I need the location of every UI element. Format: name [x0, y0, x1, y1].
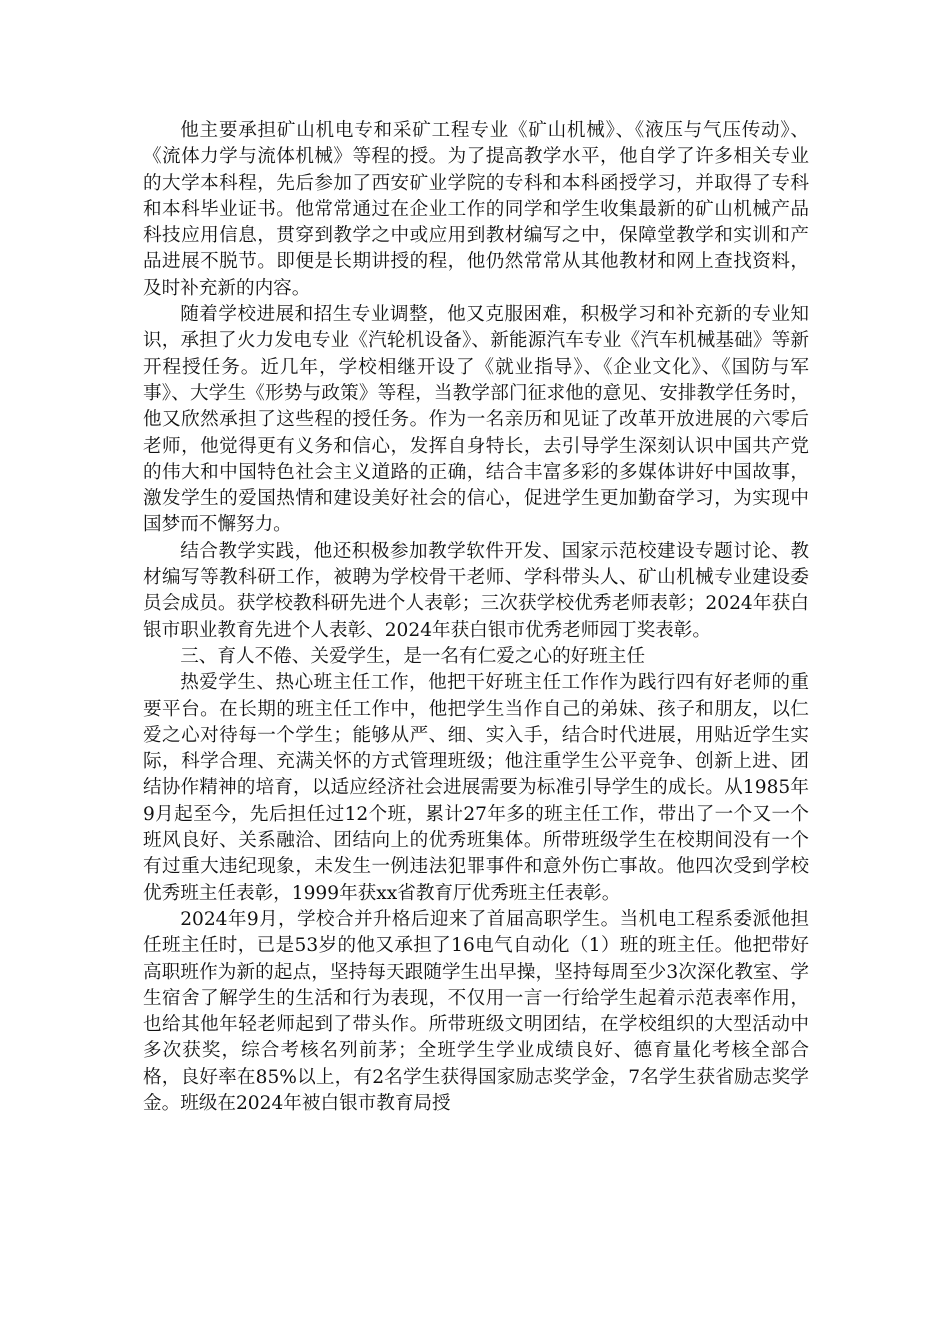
section-heading: 三、育人不倦、关爱学生，是一名有仁爱之心的好班主任 [180, 645, 646, 667]
paragraph-research-honors: 结合教学实践，他还积极参加教学软件开发、国家示范校建设专题讨论、教材编写等教科研工作，被聘为学校骨干老师、学科带头人、矿山机械专业建设委员会成员。获学校教科研先进个人表彰；三次获学校优秀老师表彰；2024年获白银市职业教育先进个人表彰、2024年获白银市优秀老师园丁奖表彰。 [143, 540, 809, 641]
paragraph-course-teaching: 他主要承担矿山机电专和采矿工程专业《矿山机械》、《液压与气压传动》、《流体力学与流体机械》等程的授。为了提高教学水平，他自学了许多相关专业的大学本科程，先后参加了西安矿业学院的专科和本科函授学习，并取得了专科和本科毕业证书。他常常通过在企业工作的同学和学生收集最新的矿山机械产品科技应用信息，贯穿到教学之中或应用到教材编写之中，保障堂教学和实训和产品进展不脱节。即便是长期讲授的程，他仍然常常从其他教材和网上查找资料，及时补充新的内容。 [143, 120, 809, 299]
document-body [143, 118, 809, 1117]
paragraph-vocational-class: 2024年9月，学校合并升格后迎来了首届高职学生。当机电工程系委派他担任班主任时，已是53岁的他又承担了16电气自动化（1）班的班主任。他把带好高职班作为新的起点，坚持每天跟随学生出早操，坚持每周至少3次深化教室、学生宿舍了解学生的生活和行为表现，不仅用一言一行给学生起着示范表率作用，也给其他年轻老师起到了带头作。所带班级文明团结，在学校组织的大型活动中多次获奖，综合考核名列前茅；全班学生学业成绩良好、德育量化考核全部合格，良好率在85%以上，有2名学生获得国家励志奖学金，7名学生获省励志奖学金。班级在2024年被白银市教育局授 [143, 908, 809, 1114]
paragraph-new-courses: 随着学校进展和招生专业调整，他又克服困难，积极学习和补充新的专业知识，承担了火力发电专业《汽轮机设备》、新能源汽车专业《汽车机械基础》等新开程授任务。近几年，学校相继开设了《就业指导》、《企业文化》、《国防与军事》、大学生《形势与政策》等程，当教学部门征求他的意见、安排教学任务时，他又欣然承担了这些程的授任务。作为一名亲历和见证了改革开放进展的六零后老师，他觉得更有义务和信心，发挥自身特长，去引导学生深刻认识中国共产党的伟大和中国特色社会主义道路的正确，结合丰富多彩的多媒体讲好中国故事，激发学生的爱国热情和建设美好社会的信心，促进学生更加勤奋学习，为实现中国梦而不懈努力。 [143, 304, 809, 536]
paragraph-class-teacher-work: 热爱学生、热心班主任工作，他把干好班主任工作作为践行四有好老师的重要平台。在长期的班主任工作中，他把学生当作自己的弟妹、孩子和朋友，以仁爱之心对待每一个学生；能够从严、细、实入手，结合时代进展，用贴近学生实际，科学合理、充满关怀的方式管理班级；他注重学生公平竞争、创新上进、团结协作精神的培育，以适应经济社会进展需要为标准引导学生的成长。从1985年9月起至今，先后担任过12个班，累计27年多的班主任工作，带出了一个又一个班风良好、关系融洽、团结向上的优秀班集体。所带班级学生在校期间没有一个有过重大违纪现象，未发生一例违法犯罪事件和意外伤亡事故。他四次受到学校优秀班主任表彰，1999年获xx省教育厅优秀班主任表彰。 [143, 672, 809, 904]
